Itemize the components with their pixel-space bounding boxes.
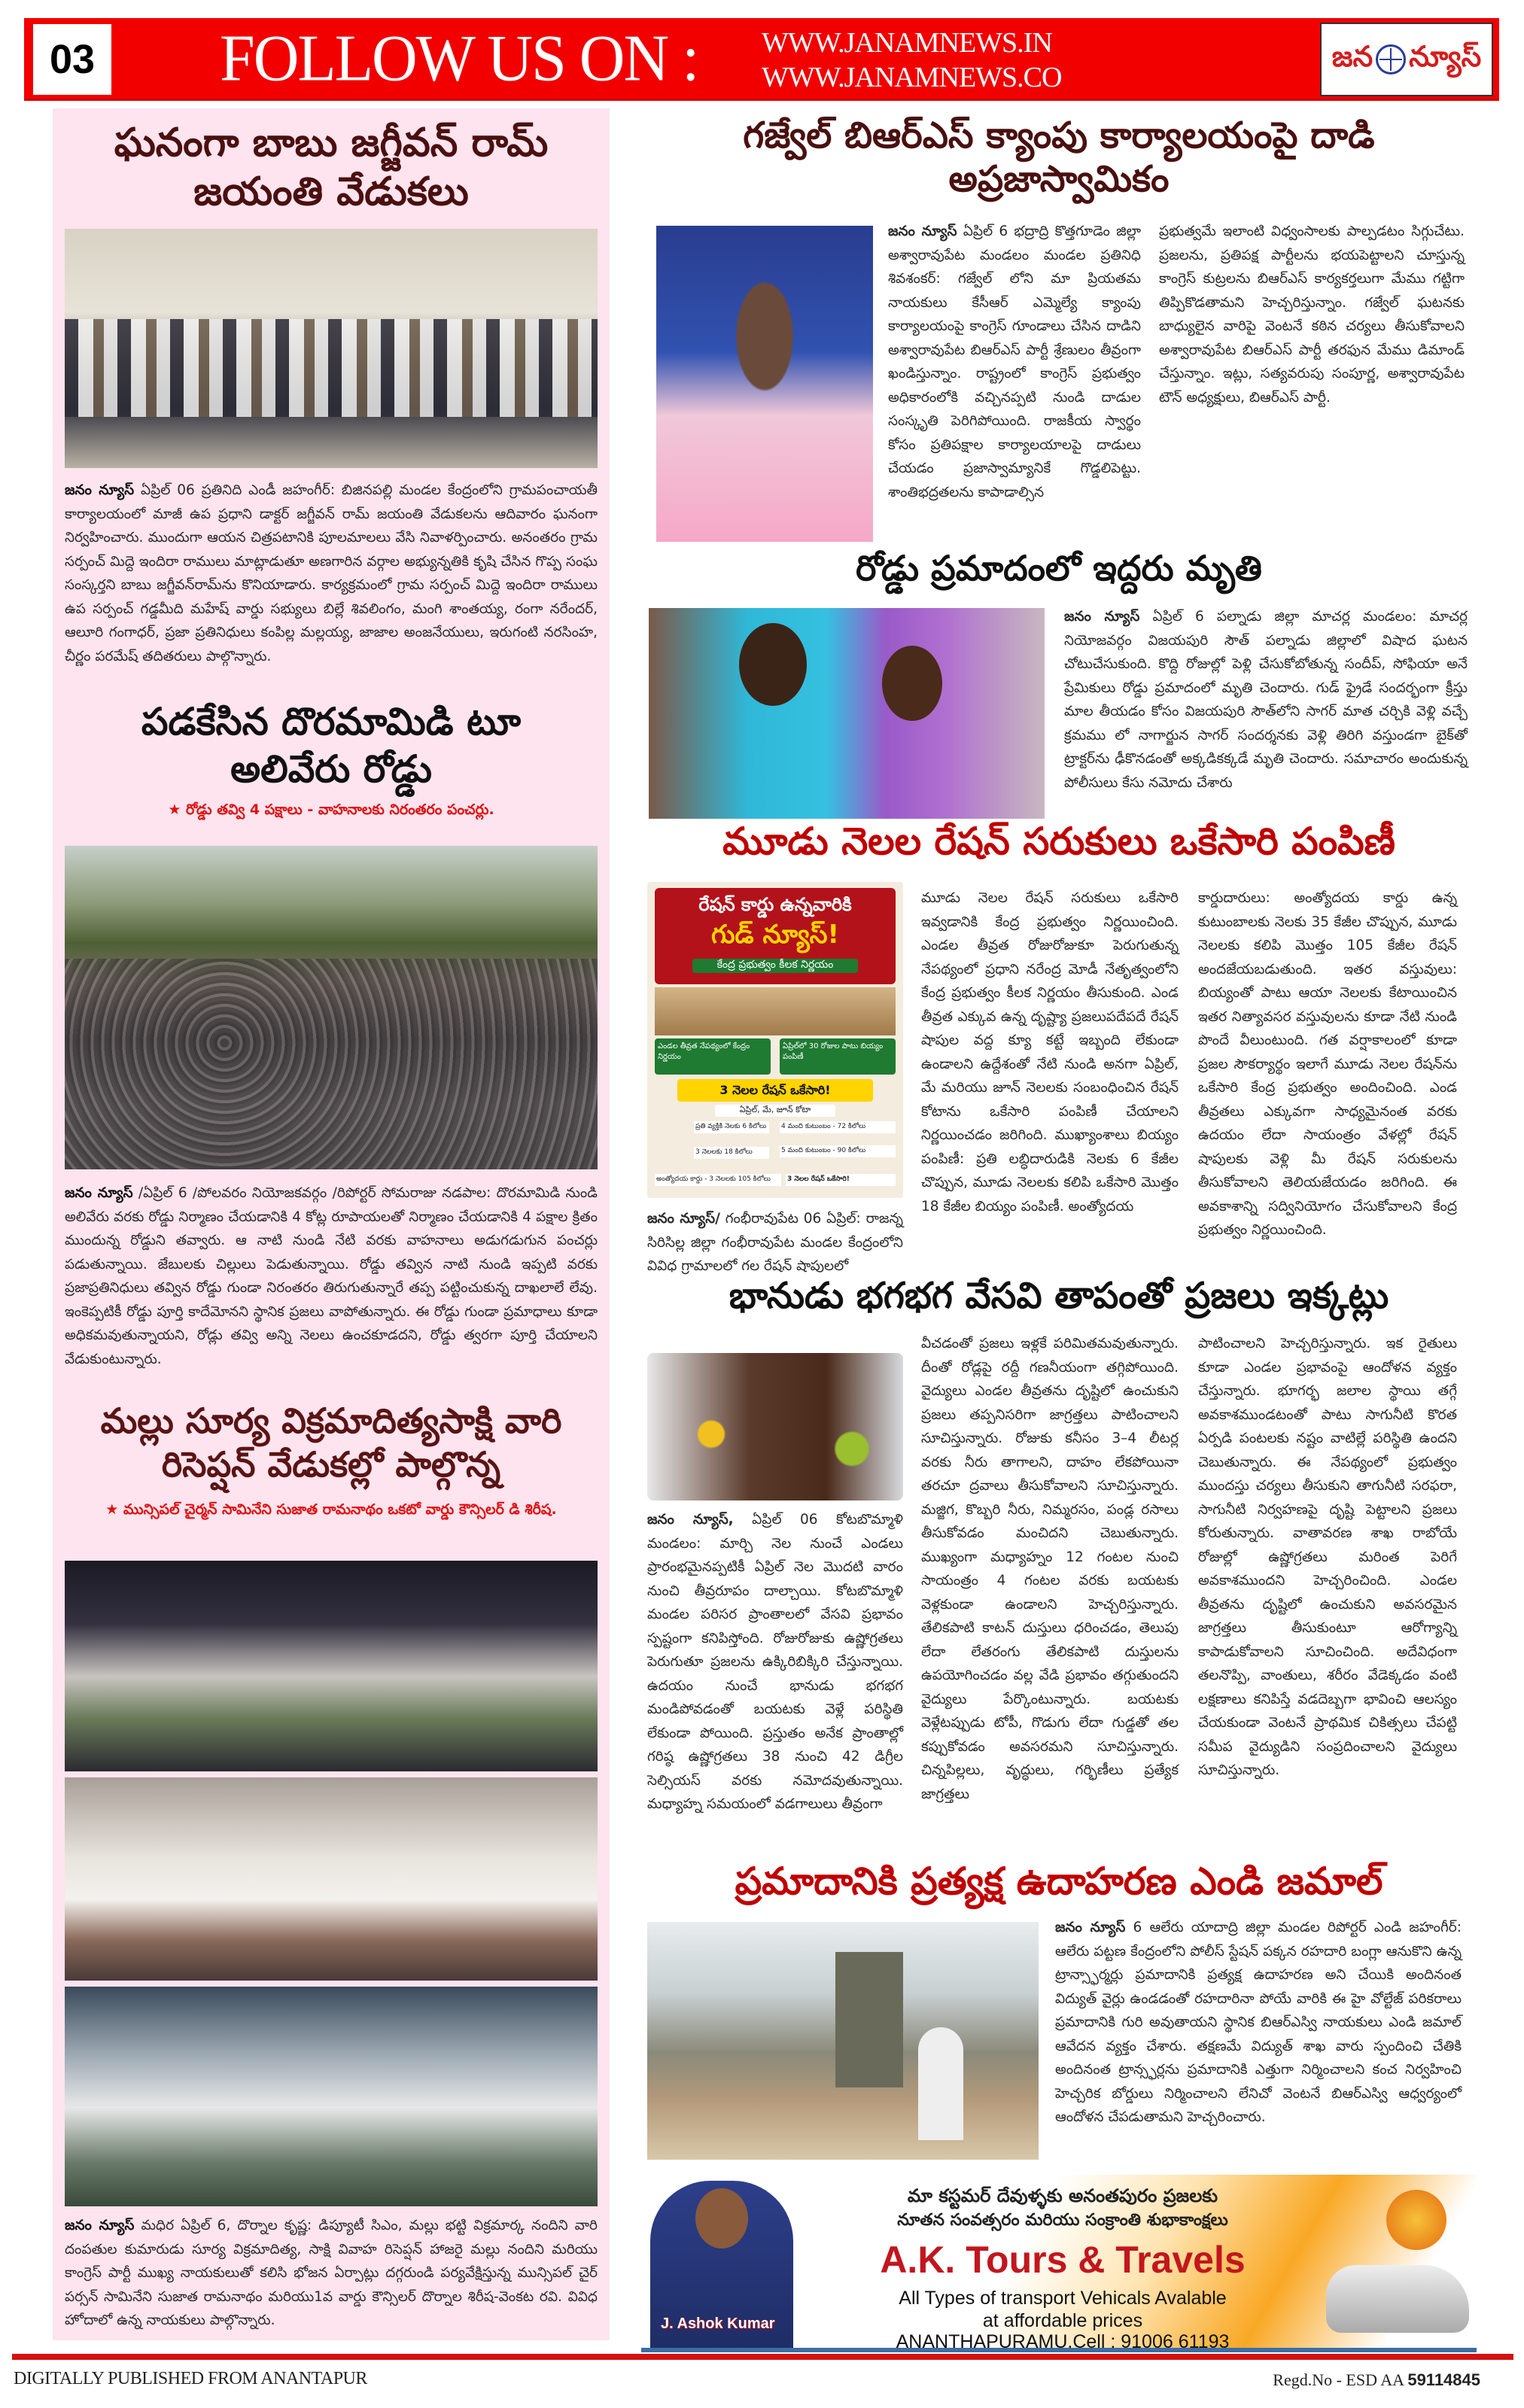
photo-dug-road bbox=[65, 846, 598, 1169]
article-gajwel-col2: ప్రభుత్వమే ఇలాంటి విధ్వంసాలకు పాల్పడటం సిగ్గుచేటు. ప్రజలను, ప్రతిపక్ష పార్టీలను భయపెట్టాలని చూస్తున్న కాంగ్రెస్ కుట్రలను బిఆర్ఎస్ కార్యకర్తలుగా మేము గట్టిగా తిప్పికొడతామని హెచ్చరిస్తున్నాం. గజ్వేల్ ఘటనకు బాధ్యులైన వారిపై వెంటనే కఠిన చర్యలు తీసుకోవాలని అశ్వారావుపేట బిఆర్ఎస్ పార్టీ తరఫున మేము డిమాండ్ చేస్తున్నాం. ఇట్లు, సత్యవరుపు సంపూర్ణ, అశ్వారావుపేట టౌన్ అధ్యక్షులు, బిఆర్ఎస్ పార్టీ. bbox=[1159, 223, 1465, 406]
headline-surya-vikramaditya-reception: మల్లు సూర్య విక్రమాదిత్యసాక్షి వారి రిసెప్షన్ వేడుకల్లో పాల్గొన్న bbox=[100, 1400, 562, 1485]
poster-subtitle: కేంద్ర ప్రభుత్వం కీలక నిర్ణయం bbox=[692, 959, 858, 973]
website-urls bbox=[762, 26, 1061, 95]
masthead bbox=[24, 18, 1499, 101]
article-summer-heat-col2: వీచడంతో ప్రజలు ఇళ్లకే పరిమితమవుతున్నారు. దీంతో రోడ్లపై రద్దీ గణనీయంగా తగ్గిపోయింది. వైద్యులు ఎండల తీవ్రతను దృష్టిలో ఉంచుకుని ప్రజలు తప్పనిసరిగా జాగ్రత్తలు పాటించాలని సూచిస్తున్నారు. రోజుకు కనీసం 3–4 లీటర్ల వరకు నీరు తాగాలని, దాహం లేకపోయినా తరచూ ద్రవాలు తీసుకోవాలని సూచిస్తున్నారు. మజ్జిగ, కొబ్బరి నీరు, నిమ్మరసం, పండ్ల రసాలు తీసుకోవడం మంచిదని చెబుతున్నారు. ముఖ్యంగా మధ్యాహ్నం 12 గంటల నుంచి సాయంత్రం 4 గంటల వరకు బయటకు వెళ్లకుండా ఉండాలని హెచ్చరిస్తున్నారు. తేలికపాటి కాటన్ దుస్తులు ధరించడం, తెలుపు లేదా లేతరంగు తేలికపాటి దుస్తులను ఉపయోగించడం వల్ల వేడి ప్రభావం తగ్గుతుందని వైద్యులు పేర్కొంటున్నారు. బయటకు వెళ్లేటప్పుడు టోపీ, గొడుగు లేదా గుడ్డతో తల కప్పుకోవడం అవసరమని సూచిస్తున్నారు. చిన్నపిల్లలు, వృద్ధులు, గర్భిణీలు ప్రత్యేక జాగ్రత్తలు bbox=[921, 1336, 1179, 1802]
headline-jagjivan-ram: ఘనంగా బాబు జగ్జీవన్ రామ్ జయంతి వేడుకలు bbox=[114, 120, 549, 214]
article-doramamidi-road-body: జనం న్యూస్ /ఏప్రిల్ 6 /పోలవరం నియోజకవర్గం /రిపోర్టర్ సోమరాజు నడపాల: దొరమామిడి నుండి అలివేరు వరకు రోడ్డు నిర్మాణం చేయడానికి 4 కోట్ల రూపాయలతో నిర్మాణం చేయడానికి 4 పక్షాల క్రితం ముందున్న రోడ్డుని తవ్వారు. ఆ నాటి నుండి నేటి వరకు వాహనాలు అడుగడుగున పంచర్లు పడుతున్నాయి. జేబులకు చిల్లులు పెడుతున్నాయి. రోడ్డు తవ్విన నాటి నుండి ఇప్పటి వరకు ప్రజాప్రతినిధులు తవ్విన రోడ్డు గుండా నిరంతరం తిరుగుతున్నారే తప్ప పట్టించుకున్న దాఖలాలే లేవు. ఇంకెప్పటికీ రోడ్డు పూర్తి కాదేమోనని స్థానిక ప్రజలు వాపోతున్నారు. ఈ రోడ్డు గుండా ప్రమాధాలు కూడా అధికమవుతున్నాయని, రోడ్లు తవ్వి అన్ని నెలలు ఉంచకూడదని, రోడ్డు త్వరగా పూర్తి చేయాలని వేడుకుంటున్నారు. bbox=[65, 1185, 598, 1367]
left-column bbox=[53, 108, 610, 2340]
poster-per-person: ప్రతి వ్యక్తికి నెలకు 6 కిలోలు bbox=[694, 1121, 769, 1133]
ad-contact: ANANTHAPURAMU.Cell : 91006 61193 bbox=[896, 2331, 1230, 2352]
ad-business-name: A.K. Tours & Travels bbox=[880, 2239, 1246, 2281]
dateline: జనం న్యూస్, bbox=[647, 1512, 734, 1528]
headline-road-accident: రోడ్డు ప్రమాదంలో ఇద్దరు మృతి bbox=[856, 548, 1262, 588]
page-number: 03 bbox=[33, 24, 111, 95]
ration-poster bbox=[647, 882, 903, 1198]
article-summer-heat-col1: జనం న్యూస్, ఏప్రిల్ 06 కోటబొమ్మాళి మండలం: మార్చి నెల నుంచే ఎండలు ప్రారంభమైనప్పటికీ ఏప్రిల్ నెల మొదటి వారం నుంచి తీవ్రరూపం దాల్చాయి. కోటబొమ్మాళి మండల పరిసర ప్రాంతాలలో వేసవి ప్రభావం స్పష్టంగా కనిపిస్తోంది. రోజురోజుకు ఉష్ణోగ్రతలు పెరుగుతూ ప్రజలను ఉక్కిరిబిక్కిరి చేస్తున్నాయి. ఉదయం నుంచే భానుడు భగభగ మండిపోవడంతో బయటకు వెళ్లే పరిస్థితి లేకుండా పోయింది. ప్రస్తుతం అనేక ప్రాంతాల్లో గరిష్ఠ ఉష్ణోగ్రతలు 38 నుంచి 42 డిగ్రీల సెల్సియస్ వరకు నమోదవుతున్నాయి. మధ్యాహ్న సమయంలో వడగాలులు తీవ్రంగా bbox=[647, 1512, 903, 1812]
dateline: జనం న్యూస్/ bbox=[647, 1211, 720, 1227]
dateline: జనం న్యూస్ bbox=[888, 223, 957, 239]
headline-summer-heat: భానుడు భగభగ వేసవి తాపంతో ప్రజలు ఇక్కట్లు bbox=[729, 1275, 1389, 1317]
article-ration-col3: కార్డుదారులు: అంత్యోదయ కార్డు ఉన్న కుటుంబాలకు నెలకు 35 కేజీల చొప్పున, మూడు నెలలకు కలిపి మొత్తం 105 కేజీల రేషన్ అందజేయబడుతుంది. ఇతర వస్తువులు: బియ్యంతో పాటు ఆయా నెలలకు కేటాయించిన ఇతర నిత్యావసర వస్తువులను కూడా నేటి నుండి పొందే వీలుంటుంది. గత వర్షాకాలంలో కూడా ప్రజల సౌకర్యార్థం ఇలాగే మూడు నెలల రేషన్‌ను ఒకేసారి కేంద్ర ప్రభుత్వం అందించింది. ఎండ తీవ్రతలు ఎక్కువగా సాధ్యమైనంత వరకు ఉదయం లేదా సాయంత్రం వేళల్లో రేషన్ షాపులకు వెళ్లి మీ రేషన్ సరుకులను తీసుకోవాలని తెలియజేయడం జరిగింది. ఈ అవకాశాన్ని సద్వినియోగం చేసుకోవాలని కేంద్ర ప్రభుత్వం నిర్ణయించింది. bbox=[1198, 890, 1457, 1238]
regd-label: Regd.No - ESD AA bbox=[1273, 2370, 1408, 2389]
ad-greeting-line1: మా కస్టమర్ దేవుళ్ళకు అనంతపురం ప్రజలకు bbox=[907, 2185, 1218, 2206]
ad-person-photo bbox=[650, 2181, 793, 2348]
article-summer-heat-col3: పాటించాలని హెచ్చరిస్తున్నారు. ఇక రైతులు కూడా ఎండల ప్రభావంపై ఆందోళన వ్యక్తం చేస్తున్నారు. భూగర్భ జలాల స్థాయి తగ్గే అవకాశముండటంతో పాటు సాగునీటి కొరత ఏర్పడి పంటలకు నష్టం వాటిల్లే పరిస్థితి ఉందని చెబుతున్నారు. ఈ నేపథ్యంలో ప్రభుత్వం ముందస్తు చర్యలు తీసుకుని తాగునీటి సరఫరా, సాగునీటి నిర్వహణపై దృష్టి పెట్టాలని ప్రజలు కోరుతున్నారు. వాతావరణ శాఖ రాబోయే రోజుల్లో ఉష్ణోగ్రతలు మరింత పెరిగే అవకాశముందని హెచ్చరించింది. ఎండల తీవ్రతను దృష్టిలో ఉంచుకుని అవసరమైన జాగ్రత్తలు తీసుకుంటూ ఆరోగ్యాన్ని కాపాడుకోవాలని సూచించింది. అదేవిధంగా తలనొప్పి, వాంతులు, శరీరం వేడెక్కడం వంటి లక్షణాలు కనిపిస్తే వడదెబ్బగా భావించి ఆలస్యం చేయకుండా వెంటనే ప్రాథమిక చికిత్సలు చేపట్టి సమీప వైద్యుడిని సంప్రదించాలని వైద్యులు సూచిస్తున్నారు. bbox=[1198, 1336, 1457, 1778]
ak-tours-advertisement[interactable] bbox=[641, 2175, 1477, 2352]
poster-footer: 3 నెలల రేషన్ ఒకేసారి! bbox=[786, 1174, 896, 1186]
article-ration-col1: జనం న్యూస్/ గంభీరావుపేట 06 ఏప్రిల్: రాజన్న సిరిసిల్ల జిల్లా గంభీరావుపేట మండల కేంద్రంలోని వివిధ గ్రామాలలో గల రేషన్ షాపులలో bbox=[647, 1211, 903, 1274]
car-icon bbox=[1326, 2265, 1469, 2333]
poster-family4: 4 మంది కుటుంబం - 72 కిలోలు bbox=[780, 1121, 896, 1133]
article-md-jamal-body: జనం న్యూస్ 6 ఆలేరు యాదాద్రి జిల్లా మండల రిపోర్టర్ ఎండి జహంగీర్: ఆలేరు పట్టణ కేంద్రంలోని పోలీస్ స్టేషన్ పక్కన రహదారి బంగ్లా ఆనుకొని ఉన్న ట్రాన్స్ఫార్మర్లు ప్రమాదానికి ప్రత్యక్ష ఉదాహరణ అని చేయికి అందినంత విద్యుత్ వైర్లు ఉండడంతో రహదారినా పోయే వారికి ఈ హై వోల్టేజ్ పరికరాలు ప్రమాదానికి గురి అవుతాయని స్థానిక బిఆర్ఎస్వి నాయకులు ఎండి జమాల్ ఆవేదన వ్యక్తం చేశారు. తక్షణమే విద్యుత్ శాఖ వారు స్పందించి చేతికి అందినంత ట్రాన్స్ఫర్లను ప్రమాదానికి ఎత్తుగా నిర్మించాలని కంచ నిర్వహించి హెచ్చరిక బోర్డులు నిర్మించాలని లేనిచో వెంటనే బిఆర్ఎస్వి ఆధ్వర్యంలో ఆందోళన చేపడుతామని హెచ్చరించారు. bbox=[1055, 1920, 1462, 2125]
poster-banner: 3 నెలల రేషన్ ఒకేసారి! bbox=[677, 1079, 873, 1102]
photo-transformer bbox=[647, 1922, 1039, 2160]
subhead-road-punctures: ★ రోడ్డు తవ్వి 4 పక్షాలు - వాహనాలకు నిరంతరం పంచర్లు. bbox=[168, 801, 494, 818]
photo-jayanti-group bbox=[65, 229, 598, 468]
article-reception-body: జనం న్యూస్ మధిర ఏప్రిల్ 6, దొర్నాల కృష్ణ: డిప్యూటీ సిఎం, మల్లు భట్టి విక్రమార్క నందిని వారి దంపతుల కుమారుడు సూర్య విక్రమాదిత్య, సాక్షి వివాహ రిసెప్షన్ హాజరై మల్లు నందిని మరియు కాంగ్రెస్ పార్టీ ముఖ్య నాయకులుతో కలిసి భోజన ఏర్పాట్లు దగ్గరుండి పర్యవేక్షిస్తున్న మున్సిపల్ చైర్ పర్సన్ సామినేని సుజాత రామనాథం మరియు1వ వార్డు కౌన్సిలర్ దొర్నాల శిరీష-వెంకట రవి. వివిధ హోదాలో ఉన్న నాయకులు పాల్గొన్నారు. bbox=[65, 2218, 598, 2328]
article-jagjivan-ram-body: జనం న్యూస్ ఏప్రిల్ 06 ప్రతినిది ఎండీ జహంగీర్: బిజినపల్లి మండల కేంద్రంలోని గ్రామపంచాయతీ కార్యాలయంలో మాజీ ఉప ప్రధాని డాక్టర్ జగ్జీవన్ రామ్ జయంతి వేడుకలను ఆదివారం ఘనంగా నిర్వహించారు. ముందుగా ఆయన చిత్రపటానికి పూలమాలలు వేసి నివాళర్పించారు. అనంతరం గ్రామ సర్పంచ్ మిద్దె ఇందిరా రాములు మాట్లాడుతూ అణగారిన వర్గాల అభ్యున్నతికి కృషి చేసిన గొప్ప సంఘ సంస్కర్తని బాబు జగ్జీవన్‌రామ్‌ను కొనియాడారు. కార్యక్రమంలో గ్రామ సర్పంచ్ మిద్దె ఇందిరా రాములు ఉప సర్పంచ్ గడ్డమీది మహేష్ వార్డు సభ్యులు బిల్లే శివలింగం, మంగి శాంతయ్య, రంగా నరేందర్, ఆలూరి గంగాధర్, ప్రజా ప్రతినిధులు కంపిల్ల మల్లయ్య, జాజాల అంజనేయులు, ఇరుగంటి నరసింహ, చీర్ణం పరమేష్ తదితరులు పాల్గొన్నారు. bbox=[65, 482, 598, 664]
ashoka-chakra-icon bbox=[1376, 44, 1406, 74]
janam-news-logo bbox=[1320, 23, 1493, 96]
ad-greeting-line2: నూతన సంవత్సరం మరియు సంక్రాంతి శుభాకాంక్షలు bbox=[897, 2211, 1228, 2230]
headline-gajwel-brs-attack: గజ్వేల్ బిఆర్ఎస్ క్యాంపు కార్యాలయంపై దాడి అప్రజాస్వామికం bbox=[743, 114, 1375, 200]
ad-person-head bbox=[695, 2188, 748, 2248]
footer-registration bbox=[1273, 2370, 1480, 2390]
poster-title2: గుడ్ న్యూస్! bbox=[710, 920, 840, 950]
ad-tagline2: at affordable prices bbox=[982, 2310, 1143, 2331]
headline-md-jamal-hazard: ప్రమాదానికి ప్రత్యక్ష ఉదాహరణ ఎండి జమాల్ bbox=[735, 1859, 1383, 1903]
right-column bbox=[641, 108, 1477, 2352]
photo-brs-leader bbox=[656, 226, 873, 542]
poster-family5: 5 మంది కుటుంబం - 90 కిలోలు bbox=[780, 1145, 896, 1157]
photo-reception-1 bbox=[65, 1561, 598, 1771]
photo-accident-couple bbox=[649, 608, 1045, 819]
dateline: జనం న్యూస్ bbox=[65, 2218, 135, 2233]
ganesha-icon bbox=[1386, 2190, 1446, 2250]
regd-number: 59114845 bbox=[1407, 2370, 1480, 2389]
footer-published: DIGITALLY PUBLISHED FROM ANANTAPUR bbox=[14, 2369, 367, 2388]
article-gajwel-col1: జనం న్యూస్ ఏప్రిల్ 6 భద్రాద్రి కొత్తగూడెం జిల్లా అశ్వారావుపేట మండలం మండల ప్రతినిధి శివశంకర్: గజ్వేల్ లోని మా ప్రియతమ నాయకులు కేసీఆర్ ఎమ్మెల్యే క్యాంపు కార్యాలయంపై కాంగ్రెస్ గూండాలు చేసిన దాడిని అశ్వారావుపేట బిఆర్ఎస్ పార్టీ శ్రేణులం తీవ్రంగా ఖండిస్తున్నాం. రాష్ట్రంలో కాంగ్రెస్ ప్రభుత్వం అధికారంలోకి వచ్చినప్పటి నుండి దాడుల సంస్కృతి పెరిగిపోయింది. రాజకీయ స్వార్థం కోసం ప్రతిపక్షాల కార్యాలయాలపై దాడులు చేయడం ప్రజాస్వామ్యానికే గొడ్డలిపెట్టు. శాంతిభద్రతలను కాపాడాల్సిన bbox=[888, 223, 1142, 500]
poster-three-months: 3 నెలలకు 18 కిలోలు bbox=[694, 1147, 769, 1159]
article-road-accident-body: జనం న్యూస్ ఏప్రిల్ 6 పల్నాడు జిల్లా మాచర్ల మండలం: మాచర్ల నియోజవర్గం విజయపురి సౌత్ పల్నాడు జిల్లాలో విషాద ఘటన చోటుచేసుకుంది. కొద్ది రోజుల్లో పెళ్లి చేసుకోబోతున్న సందీప్, సోఫియా అనే ప్రేమికులు రోడ్డు ప్రమాదంలో మృతి చెందారు. గుడ్ ఫ్రైడే సందర్భంగా క్రీస్తు మాల తీయడం కోసం విజయపురి సౌత్‌లోని సాగర్ మాత చర్చికి వెళ్లి వచ్చే క్రమము లో నాగార్జున సాగర్ సందర్శనకు వెళ్లి తిరిగి వస్తుండగా బైక్‌తో ట్రాక్టర్‌ను ఢీకొనడంతో అక్కడికక్కడే మృతి చెందారు. సమాచారం అందుకున్న పోలీసులు కేసు నమోదు చేశారు bbox=[1064, 609, 1468, 791]
ad-tagline1: All Types of transport Vehicals Avalable bbox=[899, 2288, 1227, 2309]
ad-person-name: J. Ashok Kumar bbox=[661, 2315, 775, 2332]
poster-months: ఏప్రిల్, మే, జూన్ కోటా bbox=[715, 1105, 835, 1117]
photo-woman-drinking-water bbox=[647, 1353, 903, 1500]
subhead-municipal-chairman: ★ మున్సిపల్ చైర్మన్ సామినేని సుజాత రామనాథం ఒకటో వార్డు కౌన్సిలర్ డి శిరీష. bbox=[105, 1501, 557, 1518]
dateline: జనం న్యూస్ bbox=[65, 482, 135, 498]
follow-us-label: FOLLOW US ON : bbox=[220, 21, 698, 96]
photo-reception-2 bbox=[65, 1777, 598, 1981]
headline-doramamidi-road: పడకేసిన దొరమామిడి టూ అలివేరు రోడ్డు bbox=[141, 700, 522, 791]
website-url-in[interactable]: WWW.JANAMNEWS.IN bbox=[762, 27, 1052, 59]
headline-ration-distribution: మూడు నెలల రేషన్ సరుకులు ఒకేసారి పంపిణీ bbox=[722, 819, 1395, 863]
logo-text-right: న్యూస్ bbox=[1409, 38, 1482, 73]
dateline: జనం న్యూస్ bbox=[65, 1185, 133, 1201]
dateline: జనం న్యూస్ bbox=[1064, 609, 1140, 625]
footer-divider bbox=[12, 2354, 1513, 2360]
poster-title1: రేషన్ కార్డు ఉన్నవారికి bbox=[698, 894, 852, 915]
dateline: జనం న్యూస్ bbox=[1055, 1920, 1126, 1935]
logo-text-left: జన bbox=[1331, 38, 1373, 73]
poster-box2: ఏప్రిల్‌లో 30 రోజుల పాటు బియ్యం పంపిణీ bbox=[780, 1038, 896, 1075]
website-url-co[interactable]: WWW.JANAMNEWS.CO bbox=[762, 62, 1062, 93]
photo-reception-3 bbox=[65, 1987, 598, 2206]
article-ration-col2: మూడు నెలల రేషన్ సరుకులు ఒకేసారి ఇవ్వడానికి కేంద్ర ప్రభుత్వం నిర్ణయించింది. ఎండల తీవ్రత రోజురోజుకూ పెరుగుతున్న నేపథ్యంలో ప్రధాని నరేంద్ర మోడీ నేతృత్వంలోని కేంద్ర ప్రభుత్వం కీలక నిర్ణయం తీసుకుంది. ఎండ తీవ్రత ఎక్కువ ఉన్న దృష్ట్యా ప్రజలుపదేపదే రేషన్ షాపుల వద్ద క్యూ కట్టే ఇబ్బంది లేకుండా ఉండాలని ఉద్దేశంతో నేటి నుండి అనగా ఏప్రిల్, మే మరియు జూన్ నెలలకు సంబంధించిన రేషన్ కోటాను ఒకేసారి పంపిణీ చేయాలని నిర్ణయించడం జరిగింది. ముఖ్యాంశాలు బియ్యం పంపిణీ: ప్రతి లబ్ధిదారుడికి నెలకు 6 కేజీల చొప్పున, మూడు నెలలకు కలిపి ఒకేసారి మొత్తం 18 కేజీల బియ్యం పంపిణీ. అంత్యోదయ bbox=[921, 890, 1179, 1215]
poster-box1: ఎండల తీవ్రత నేపథ్యంలో కేంద్రం నిర్ణయం bbox=[655, 1038, 771, 1075]
poster-antyodaya: అంత్యోదయ కార్డు - 3 నెలలకు 105 కిలోలు bbox=[655, 1174, 781, 1186]
